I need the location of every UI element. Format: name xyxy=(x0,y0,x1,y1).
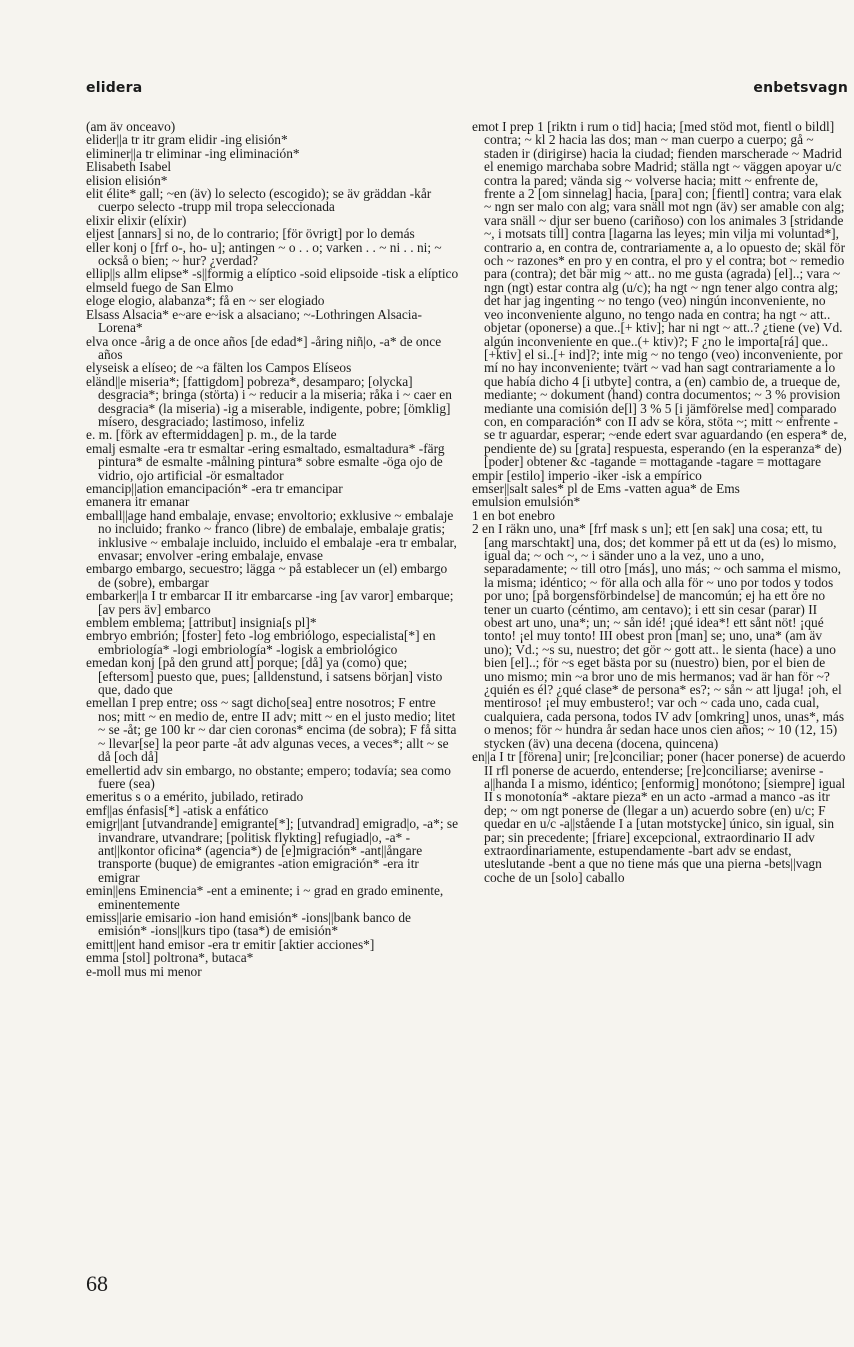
dictionary-entry: eller konj o [frf o-, ho- u]; antingen ~ o . . o; varken . . ~ ni . . ni; ~ också o bien; ~ hur? ¿verdad? xyxy=(86,239,442,269)
dictionary-entry: elixir elixir (elíxir) xyxy=(86,212,187,228)
dictionary-entry: e-moll mus mi menor xyxy=(86,963,202,979)
dictionary-entry: elva once -årig a de once años [de edad*] -åring niñ|o, -a* de once años xyxy=(86,333,442,362)
dictionary-entry: embryo embrión; [foster] feto -log embriólogo, especialista[*] en embriología* -logi embriología* -logisk a embriológico xyxy=(86,628,436,657)
dictionary-entry: ellip||s allm elipse* -s||formig a elíptico -soid elipsoide -tisk a elíptico xyxy=(86,266,459,282)
dictionary-entry: emalj esmalte -era tr esmaltar -ering esmaltado, esmaltadura* -färg pintura* de esmalte -målning pintura* sobre esmalte -öga ojo de vidrio, ojo artificial -ör esmaltador xyxy=(86,440,445,483)
dictionary-entry: emedan konj [på den grund att] porque; [då] ya (como) que; [eftersom] puesto que, pues; [alldenstund, i satsens början] visto que, dado que xyxy=(86,655,443,698)
right-column xyxy=(472,120,848,1290)
dictionary-entry: elyseisk a elíseo; de ~a fälten los Campos Elíseos xyxy=(86,360,352,376)
dictionary-entry: emiss||arie emisario -ion hand emisión* -ions||bank banco de emisión* -ions||kurs tipo (tasa*) de emisión* xyxy=(86,909,411,939)
dictionary-entry: (am äv onceavo) xyxy=(86,120,176,134)
dictionary-entry: emigr||ant [utvandrande] emigrante[*]; [utvandrad] emigrad|o, -a*; se invandrare, utvandrare; [politisk flykting] refugiad|o, -a* -ant||kontor oficina* (agencia*) de [e]migración* -ant||ångare transporte (buque) de emigrantes -ation emigración* -era itr emigrar xyxy=(86,816,459,885)
dictionary-entry: eländ||e miseria*; [fattigdom] pobreza*, desamparo; [olycka] desgracia*; bringa (störta) i ~ reducir a la miseria; råka i ~ caer en desgracia* (la miseria) -ig a miserable, indigente, pobre; [ömklig] mísero, desgraciado; lastimoso, infeliz xyxy=(86,373,452,429)
dictionary-entry: embarker||a I tr embarcar II itr embarcarse -ing [av varor] embarque; [av pers äv] embarco xyxy=(86,588,454,617)
dictionary-entry: empir [estilo] imperio -iker -isk a empírico xyxy=(472,467,702,483)
dictionary-entry: eliminer||a tr eliminar -ing eliminación* xyxy=(86,145,300,161)
dictionary-entry: eljest [annars] si no, de lo contrario; [för övrigt] por lo demás xyxy=(86,226,415,242)
dictionary-entry: elider||a tr itr gram elidir -ing elisión* xyxy=(86,132,288,148)
dictionary-entry: emanera itr emanar xyxy=(86,494,190,510)
dictionary-entry: elit élite* gall; ~en (äv) lo selecto (escogido); se äv gräddan -kår cuerpo selecto -trupp mil tropa seleccionada xyxy=(86,186,432,215)
dictionary-entry: 1 en bot enebro xyxy=(472,507,555,523)
dictionary-entry: emot I prep 1 [riktn i rum o tid] hacia; [med stöd mot, fientl o bildl] contra; ~ kl 2 hacia las dos; man ~ man cuerpo a cuerpo; gå ~ staden ir (dirigirse) hacia la ciudad; fienden marscherade ~ Madrid el enemigo marchaba sobre Madrid; ställa ngt ~ väggen apoyar u/c contra la pared; vända sig ~ volverse hacia; mitt ~ enfrente de, frente a 2 [om sinnelag] hacia, [para] con; [fientl] contra; vara elak ~ ngn ser malo con alg; vara snäll mot ngn (äv) ser amable con alg; vara snäll ~ djur ser bueno (cariñoso) con los animales 3 [stridande ~, i motsats till] contra [lagarna las leyes; min vilja mi voluntad*], contrario a, en contra de, contrariamente a, a lo opuesto de; skäl för och ~ razones* en pro y en contra, el pro y el contra; bot ~ remedio para (contra); det bär mig ~ att.. no me gusta (agrada) [el]..; vara ~ ngn (ngt) estar contra alg (u/c); ha ngt ~ ngn tener algo contra alg; det har jag ingenting ~ no tengo (veo) ningún inconveniente, no veo inconveniente alguno, no tengo nada en contra; ha ngt ~ att.. objetar (oponerse) a que..[+ ktiv]; har ni ngt ~ att..? ¿tiene (ve) Vd. algún inconveniente en que..(+ ktiv)?; F ¿no le importa[rá] que..[+ktiv] el si..[+ ind]?; inte mig ~ no tengo (veo) inconveniente, por mí no hay inconveniente; tvärt ~ vad han sagt contrariamente a lo que había dicho 4 [i utbyte] contra, a (en) cambio de, a trueque de, mediante; ~ dokument (hand) contra documentos; ~ 3 % provision mediante una comisión de[l] 3 % 5 [i jämförelse med] comparado con, en comparación* con II adv se köra, stöta ~; mitt ~ enfrente -se tr aguardar, esperar; ~ende edert svar aguardando (en espera* de, pendiente de) su [grata] respuesta, esperando (en la esperanza* de) [poder] obtener &c -tagande = mottagande -tagare = mottagare xyxy=(472,120,847,470)
dictionary-entry: emin||ens Eminencia* -ent a eminente; i ~ grad en grado eminente, eminentemente xyxy=(86,883,444,912)
dictionary-entry: elmseld fuego de San Elmo xyxy=(86,279,234,295)
dictionary-entry: eloge elogio, alabanza*; få en ~ ser elogiado xyxy=(86,293,325,309)
page-number: 68 xyxy=(86,1271,108,1296)
dictionary-entry: embargo embargo, secuestro; lägga ~ på establecer un (el) embargo de (sobre), embargar xyxy=(86,561,448,590)
dictionary-entry: emser||salt sales* pl de Ems -vatten agua* de Ems xyxy=(472,480,740,496)
dictionary-entry: elision elisión* xyxy=(86,172,168,188)
dictionary-entry: Elsass Alsacia* e~are e~isk a alsaciano; ~-Lothringen Alsacia-Lorena* xyxy=(86,306,422,336)
dictionary-entry: emellan I prep entre; oss ~ sagt dicho[sea] entre nosotros; F entre nos; mitt ~ en medio de, entre II adv; mitt ~ en el justo medio; litet ~ se -åt; ge 100 kr ~ dar cien coronas* encima (de sobra); F få sitta ~ llevar[se] la peor parte -åt adv algunas veces, a veces*; allt ~ se då [och då] xyxy=(86,695,457,765)
dictionary-entry: emma [stol] poltrona*, butaca* xyxy=(86,950,254,966)
running-head-left: elidera xyxy=(86,80,143,96)
dictionary-entry: Elisabeth Isabel xyxy=(86,159,172,175)
dictionary-entry: 2 en I räkn uno, una* [frf mask s un]; ett [en sak] una cosa; ett, tu [ang marschtakt] una, dos; det kommer på ett ut da (es) lo mismo, igual da; ~ och ~, ~ i sänder uno a la vez, uno a uno, separadamente; ~ till otro [más], uno más; ~ och samma el mismo, la misma; idéntico; ~ för alla och alla för ~ uno por todos y todos por uno; [på borgensförbindelse] de mancomún; ej ha ett öre no tener un cuarto (céntimo, am centavo); i ett sin cesar (parar) II obest art uno, una*; un; ~ sån idé! ¡qué idea*! ett sånt nöt! ¡qué tonto! ¡el muy tonto! III obest pron [man] se; uno, una* (am äv uno); Vd.; ~s su, nuestro; det gör ~ gott att.. le sienta (hace) a uno bien [el]..; för ~s eget bästa por su (nuestro) bien, por el bien de uno mismo; min ~a bror uno de mis hermanos; vad är han för ~? ¿quién es él? ¿qué clase* de persona* es?; ~ sån ~ att ljuga! ¡oh, el mentiroso! ¡el muy embustero!; var och ~ cada uno, cada cual, cualquiera, cada persona, todos IV adv [omkring] unos, unas*, más o menos; för ~ hundra år sedan hace unos cien años; ~ 10 (12, 15) stycken (äv) una decena (docena, quincena) xyxy=(472,521,845,751)
dictionary-entry: emulsion emulsión* xyxy=(472,494,581,510)
running-head-right: enbetsvagn xyxy=(753,80,848,96)
dictionary-entry: e. m. [förk av eftermiddagen] p. m., de la tarde xyxy=(86,427,337,443)
dictionary-entry: emellertid adv sin embargo, no obstante; empero; todavía; sea como fuere (sea) xyxy=(86,762,451,791)
dictionary-entry: emeritus s o a emérito, jubilado, retirado xyxy=(86,789,304,805)
left-column xyxy=(86,120,459,1290)
dictionary-entry: emancip||ation emancipación* -era tr emancipar xyxy=(86,480,343,496)
dictionary-entry: emblem emblema; [attribut] insignia[s pl]* xyxy=(86,615,317,631)
dictionary-entry: emball||age hand embalaje, envase; envoltorio; exklusive ~ embalaje no incluido; franko ~ franco (libre) de embalaje, embalaje gratis; inklusive ~ embalaje incluido, incluido el embalaje -era tr embalar, envasar; envolver -ering embalaje, envase xyxy=(86,507,457,563)
dictionary-entry: en||a I tr [förena] unir; [re]conciliar; poner (hacer ponerse) de acuerdo II rfl ponerse de acuerdo, entenderse; [re]conciliarse; avenirse -a||handa I a mismo, idéntico; [enformig] monótono; [siempre] igual II s monotonía* -aktare pieza* en un acto -armad a manco -as itr dep; ~ om ngt ponerse de (llegar a un) acuerdo sobre (en) u/c; F quedar en u/c -a||stående I a [utan motstycke] único, sin igual, sin par; sin precedente; [friare] excepcional, extraordinario II adv extraordinariamente, estupendamente -bart adv se endast, uteslutande -bent a que no tiene más que una pierna -bets||vagn coche de un [solo] caballo xyxy=(472,749,846,885)
dictionary-entry: emf||as énfasis[*] -atisk a enfático xyxy=(86,802,269,818)
dictionary-entry: emitt||ent hand emisor -era tr emitir [aktier acciones*] xyxy=(86,936,375,952)
